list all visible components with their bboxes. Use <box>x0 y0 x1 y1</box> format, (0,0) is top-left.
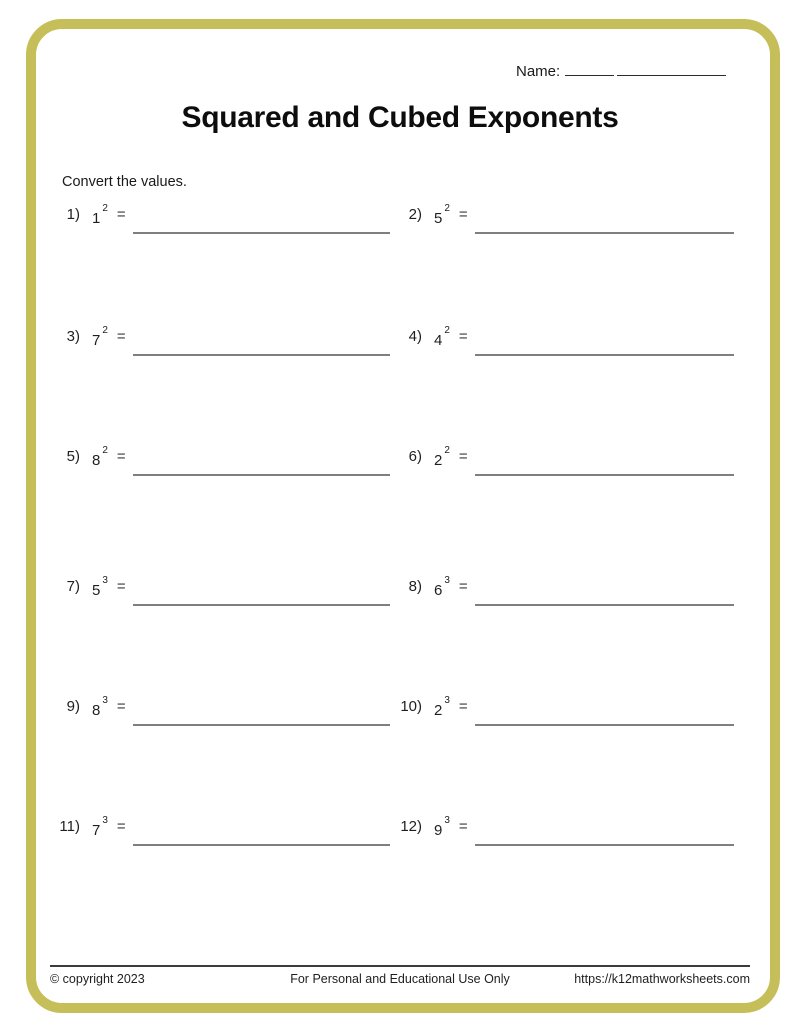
equals-sign: = <box>116 698 126 715</box>
equals-sign: = <box>116 328 126 345</box>
problem-expression <box>92 815 108 840</box>
answer-blank <box>475 206 734 234</box>
usage-text: For Personal and Educational Use Only <box>290 972 510 986</box>
problem-row <box>0 695 800 732</box>
exponent: 3 <box>102 695 108 706</box>
exponent: 2 <box>444 445 450 456</box>
problem-number: 2) <box>408 206 422 223</box>
problem-row <box>0 575 800 612</box>
problem-expression <box>434 695 450 720</box>
problem-7 <box>56 575 390 606</box>
exponent: 2 <box>444 325 450 336</box>
problem-expression <box>92 325 108 350</box>
name-blank-line <box>565 58 614 76</box>
problem-number: 9) <box>66 698 80 715</box>
base-number: 5 <box>434 210 443 227</box>
base-number: 8 <box>92 702 101 719</box>
problem-number: 7) <box>66 578 80 595</box>
problem-5 <box>56 445 390 476</box>
base-number: 1 <box>92 210 101 227</box>
page-border-frame <box>26 19 780 1013</box>
problem-expression <box>92 575 108 600</box>
equals-sign: = <box>458 328 468 345</box>
problem-8 <box>398 575 734 606</box>
answer-blank <box>133 448 390 476</box>
problem-11 <box>56 815 390 846</box>
problem-number: 1) <box>66 206 80 223</box>
problem-number: 6) <box>408 448 422 465</box>
exponent: 2 <box>102 203 108 214</box>
problem-expression <box>92 695 108 720</box>
problem-expression <box>92 445 108 470</box>
problem-expression <box>434 203 450 228</box>
problem-row <box>0 445 800 482</box>
problem-expression <box>434 575 450 600</box>
problem-expression <box>92 203 108 228</box>
equals-sign: = <box>458 578 468 595</box>
problem-number: 12) <box>400 818 422 835</box>
base-number: 6 <box>434 582 443 599</box>
footer-divider <box>50 965 750 967</box>
problem-12 <box>398 815 734 846</box>
answer-blank <box>133 818 390 846</box>
exponent: 3 <box>102 815 108 826</box>
exponent: 3 <box>444 695 450 706</box>
answer-blank <box>475 448 734 476</box>
base-number: 8 <box>92 452 101 469</box>
problem-number: 8) <box>408 578 422 595</box>
equals-sign: = <box>116 578 126 595</box>
base-number: 2 <box>434 452 443 469</box>
equals-sign: = <box>116 818 126 835</box>
problem-1 <box>56 203 390 234</box>
base-number: 5 <box>92 582 101 599</box>
name-blank-line <box>617 58 726 76</box>
answer-blank <box>475 818 734 846</box>
problem-number: 3) <box>66 328 80 345</box>
exponent: 2 <box>102 325 108 336</box>
name-field <box>516 58 726 80</box>
answer-blank <box>133 328 390 356</box>
problem-row <box>0 325 800 362</box>
equals-sign: = <box>458 698 468 715</box>
exponent: 2 <box>444 203 450 214</box>
problem-2 <box>398 203 734 234</box>
equals-sign: = <box>458 206 468 223</box>
problem-number: 11) <box>59 818 80 835</box>
answer-blank <box>133 206 390 234</box>
base-number: 7 <box>92 822 101 839</box>
page-title: Squared and Cubed Exponents <box>181 101 619 134</box>
equals-sign: = <box>458 448 468 465</box>
equals-sign: = <box>458 818 468 835</box>
exponent: 3 <box>102 575 108 586</box>
answer-blank <box>475 698 734 726</box>
base-number: 4 <box>434 332 443 349</box>
base-number: 2 <box>434 702 443 719</box>
exponent: 3 <box>444 575 450 586</box>
problem-expression <box>434 815 450 840</box>
problem-expression <box>434 445 450 470</box>
website-url: https://k12mathworksheets.com <box>574 972 750 986</box>
problem-number: 10) <box>400 698 422 715</box>
base-number: 9 <box>434 822 443 839</box>
problem-3 <box>56 325 390 356</box>
problem-4 <box>398 325 734 356</box>
problem-number: 5) <box>66 448 80 465</box>
base-number: 7 <box>92 332 101 349</box>
equals-sign: = <box>116 448 126 465</box>
problem-number: 4) <box>408 328 422 345</box>
problem-9 <box>56 695 390 726</box>
problem-6 <box>398 445 734 476</box>
answer-blank <box>475 578 734 606</box>
problem-expression <box>434 325 450 350</box>
footer <box>50 972 750 986</box>
name-label: Name: <box>516 63 561 80</box>
answer-blank <box>475 328 734 356</box>
problem-10 <box>398 695 734 726</box>
problem-row <box>0 815 800 852</box>
equals-sign: = <box>116 206 126 223</box>
answer-blank <box>133 698 390 726</box>
copyright-text: © copyright 2023 <box>50 972 145 986</box>
exponent: 2 <box>102 445 108 456</box>
answer-blank <box>133 578 390 606</box>
exponent: 3 <box>444 815 450 826</box>
instruction-text: Convert the values. <box>62 174 187 190</box>
problem-row <box>0 203 800 240</box>
